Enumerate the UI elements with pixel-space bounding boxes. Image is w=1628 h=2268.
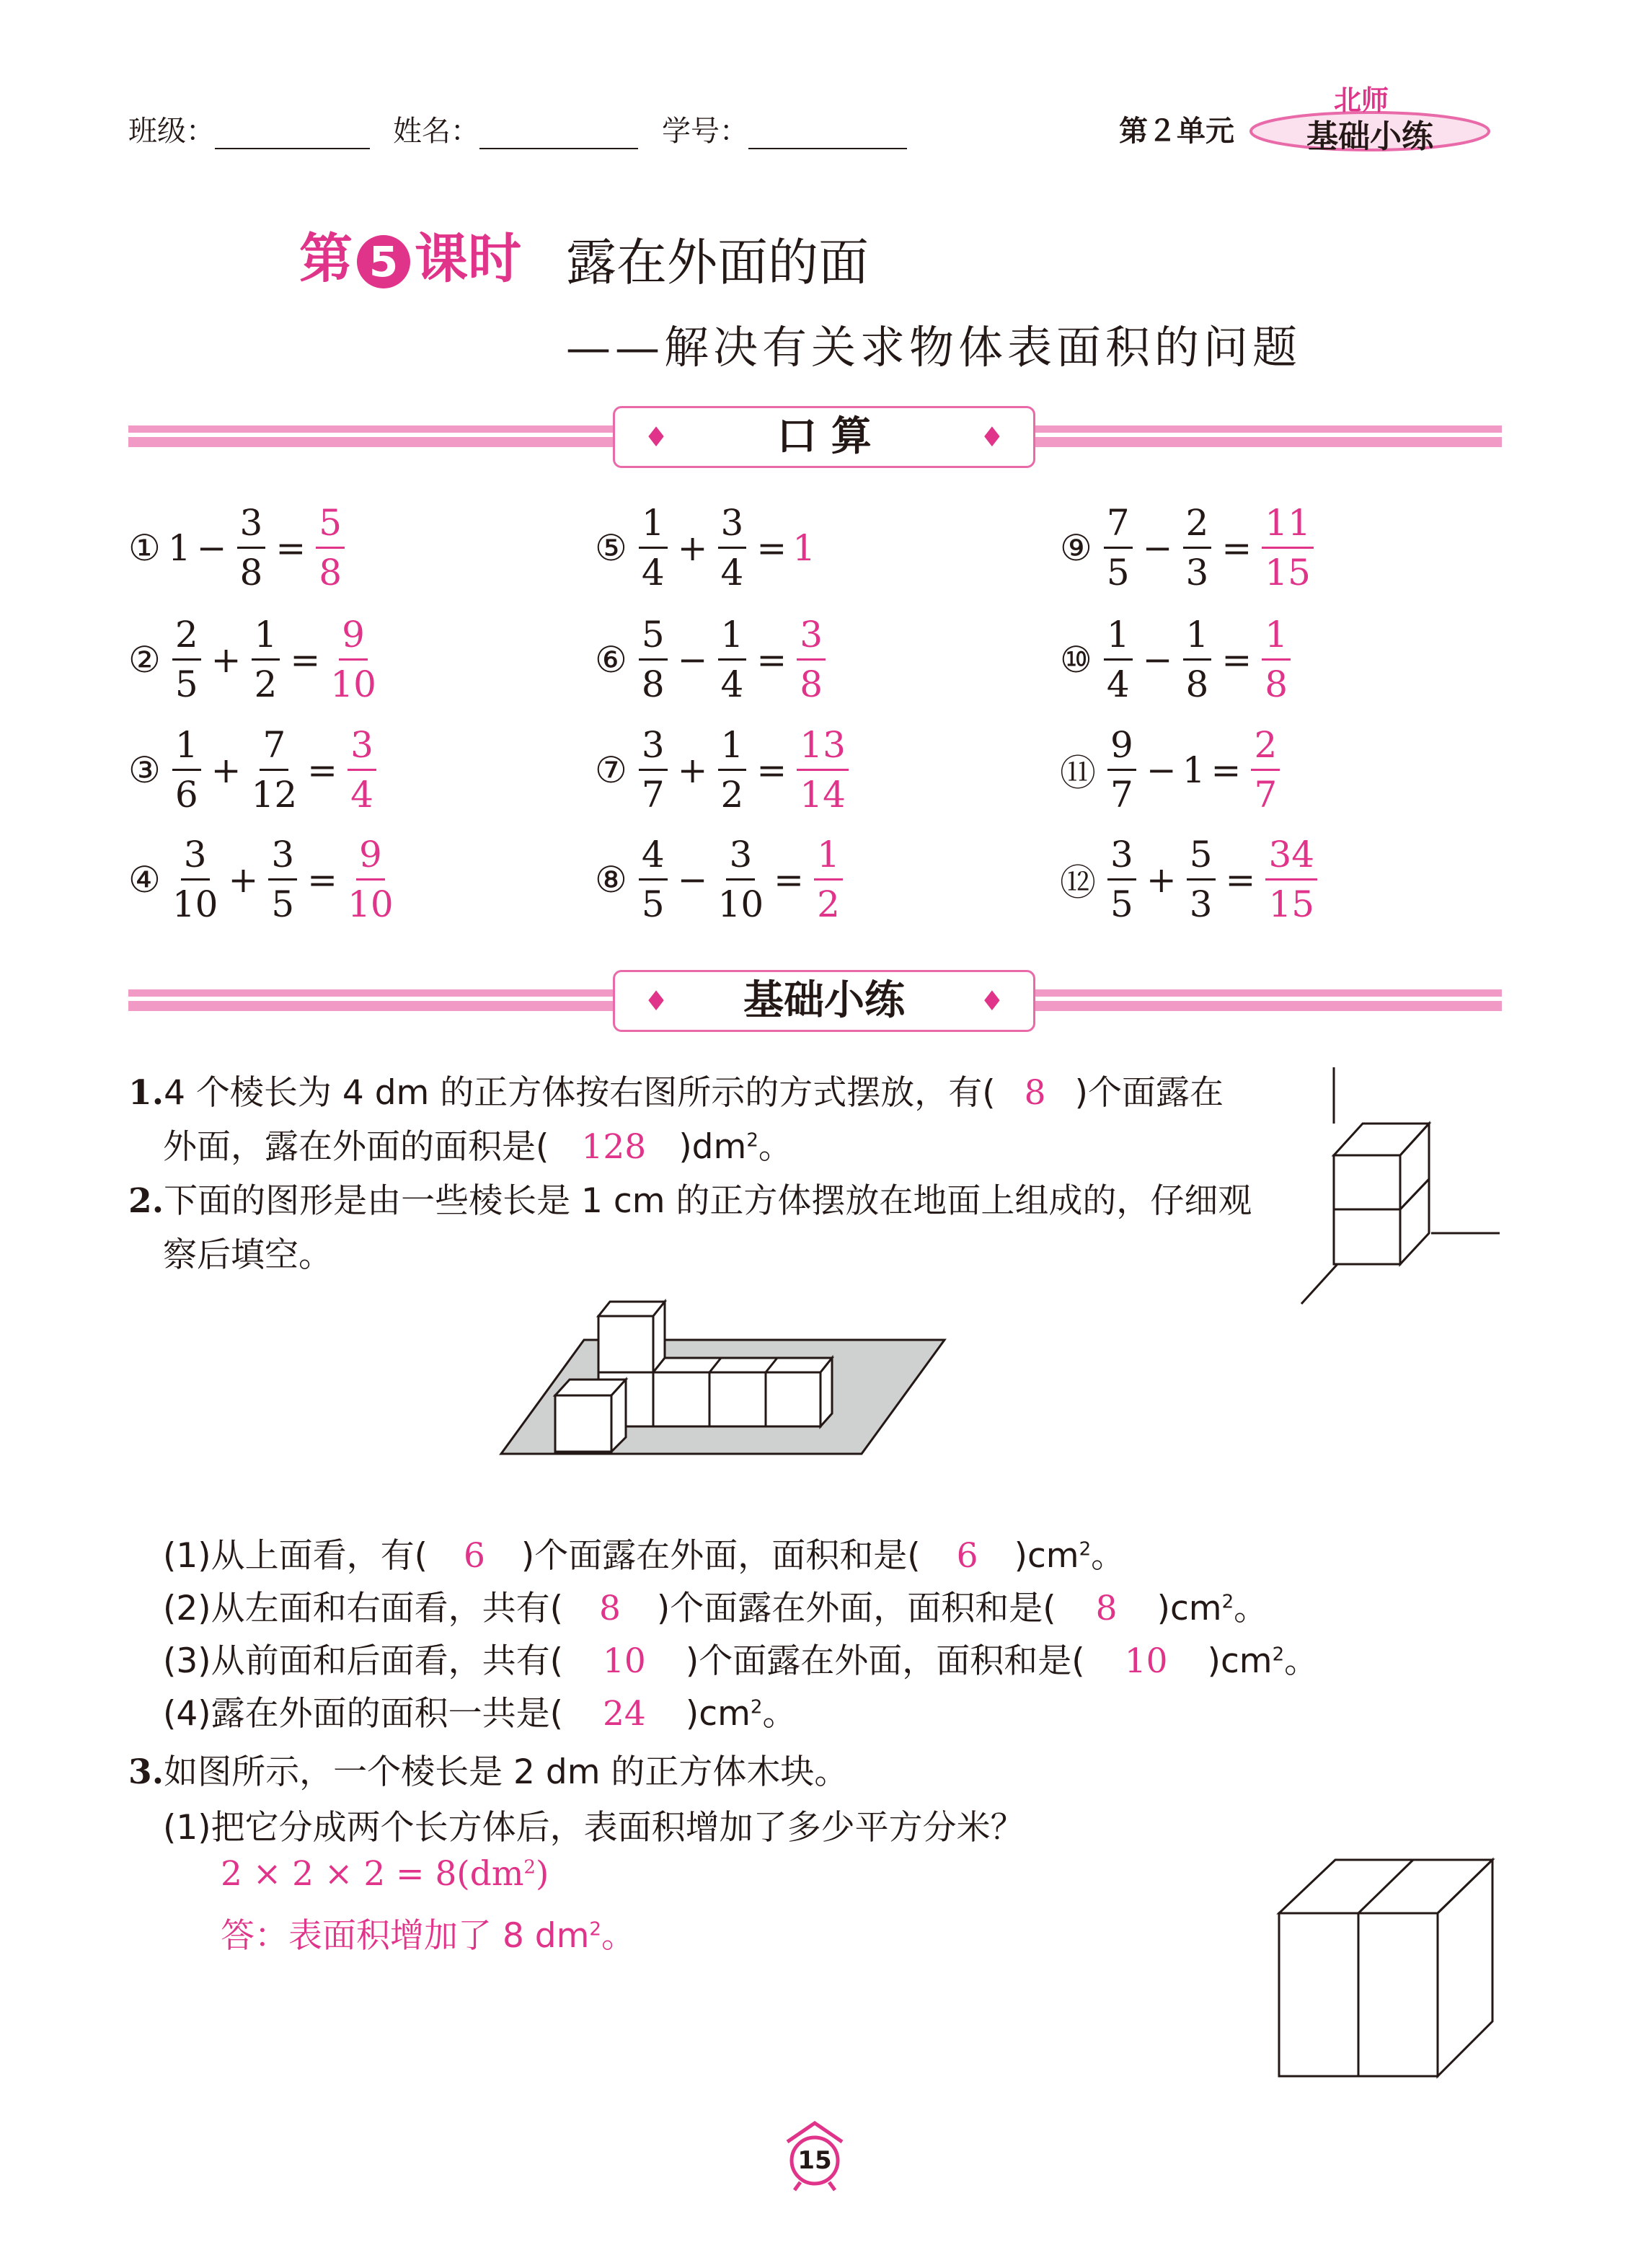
item-index: ⑥ [595, 638, 627, 681]
denominator: 14 [800, 774, 846, 816]
item-index: ⑩ [1060, 638, 1092, 681]
numerator: 3 [237, 505, 266, 549]
page-number: 15 [797, 2146, 832, 2175]
fraction [1187, 834, 1216, 925]
answer-value[interactable]: 1 [792, 526, 816, 569]
fraction [639, 614, 668, 705]
numerator: 1 [718, 727, 747, 771]
fraction [639, 502, 668, 594]
question-number: 2. [128, 1181, 164, 1221]
question-text: (1)从上面看，有( [163, 1536, 428, 1576]
answer-blank[interactable]: 8 [598, 1589, 621, 1628]
answer-blank[interactable]: 128 [581, 1127, 647, 1167]
question-text: 4 个棱长为 4 dm 的正方体按右图所示的方式摆放，有( [164, 1073, 996, 1113]
mental-math-item [1060, 502, 1318, 594]
unit-exponent: 2 [1272, 1643, 1285, 1666]
denominator: 7 [1110, 774, 1133, 816]
numerator: 2 [172, 617, 201, 661]
cubes-on-floor-figure [497, 1284, 952, 1457]
equals-sign: = [1225, 858, 1256, 901]
fraction [639, 724, 668, 816]
fraction [1183, 614, 1212, 705]
numerator: 2 [1183, 505, 1212, 549]
mental-math-item [128, 614, 381, 705]
equals-sign: = [290, 638, 321, 681]
question-text: )cm [1014, 1536, 1079, 1576]
number: 1 [167, 526, 191, 569]
denominator: 5 [1110, 883, 1133, 925]
denominator: 2 [720, 774, 744, 816]
operator: + [228, 858, 259, 901]
answer-blank[interactable]: 10 [1124, 1641, 1168, 1681]
numerator: 1 [1262, 617, 1291, 661]
numerator: 1 [814, 837, 843, 881]
mental-math-item [128, 834, 398, 925]
numerator: 3 [718, 505, 747, 549]
denominator: 5 [174, 663, 198, 705]
operator: − [1146, 749, 1177, 791]
mental-math-item [595, 834, 847, 925]
answer-fraction[interactable] [814, 834, 843, 925]
numerator: 5 [1187, 837, 1216, 881]
split-cube-figure [1276, 1857, 1500, 2081]
unit-exponent: 2 [746, 1129, 758, 1152]
question-2-line-2: 察后填空。 [163, 1235, 332, 1275]
numerator: 34 [1265, 837, 1317, 881]
question-3-sub-1: (1)把它分成两个长方体后，表面积增加了多少平方分米？ [163, 1808, 1025, 1848]
unit-exponent: 2 [589, 1918, 601, 1941]
operator: + [1146, 858, 1177, 901]
item-index: ⑫ [1060, 861, 1096, 904]
operator: − [677, 858, 708, 901]
question-2-line-1 [128, 1174, 1252, 1222]
unit-exponent: 2 [750, 1696, 763, 1718]
numerator: 1 [172, 727, 201, 771]
answer-blank[interactable]: 8 [1095, 1589, 1118, 1628]
question-text: )个面露在外面，面积和是( [521, 1536, 921, 1576]
question-text: 。 [762, 1694, 797, 1734]
diamond-icon: ♦ [979, 985, 1004, 1017]
denominator: 4 [720, 552, 744, 594]
answer-fraction[interactable] [330, 614, 376, 705]
cube-stack-figure [1291, 1067, 1507, 1312]
answer-blank[interactable]: 8 [1024, 1073, 1046, 1113]
answer-blank[interactable]: 6 [463, 1536, 485, 1576]
numerator: 13 [797, 727, 849, 771]
mental-math-item [1060, 614, 1295, 705]
mental-math-item [595, 614, 830, 705]
item-index: ④ [128, 858, 161, 901]
unit-label: 第２单元 [1119, 115, 1234, 148]
denominator: 2 [817, 883, 840, 925]
operator: + [677, 749, 708, 791]
fraction [1104, 502, 1133, 594]
numerator: 9 [1107, 727, 1136, 771]
item-index: ⑪ [1060, 751, 1096, 794]
diamond-icon: ♦ [644, 985, 669, 1017]
question-1-line-2 [163, 1120, 792, 1168]
question-text: )cm [1156, 1589, 1222, 1628]
numerator: 9 [339, 617, 368, 661]
calc-text: ) [535, 1854, 549, 1894]
name-field [393, 108, 638, 149]
numerator: 1 [252, 617, 280, 661]
answer-fraction[interactable] [1262, 614, 1291, 705]
fraction [252, 614, 280, 705]
denominator: 8 [1265, 663, 1288, 705]
denominator: 5 [1106, 552, 1130, 594]
answer-blank[interactable]: 10 [603, 1641, 646, 1681]
denominator: 8 [641, 663, 665, 705]
question-2-sub-4 [163, 1687, 796, 1735]
denominator: 5 [271, 883, 295, 925]
question-3-line-1 [128, 1745, 848, 1793]
numerator: 11 [1262, 505, 1314, 549]
answer-fraction[interactable] [348, 834, 394, 925]
denominator: 8 [319, 552, 342, 594]
mental-math-item [1060, 834, 1322, 925]
name-label: 姓名： [393, 115, 479, 148]
question-number: 1. [128, 1073, 164, 1113]
fraction [172, 724, 201, 816]
question-text: )dm [678, 1127, 747, 1167]
lesson-suffix: 课时 [415, 228, 521, 290]
question-3-answer[interactable] [221, 1909, 635, 1957]
denominator: 4 [1106, 663, 1130, 705]
operator: − [196, 526, 227, 569]
lesson-number: 5 [357, 235, 410, 288]
fraction [172, 834, 218, 925]
question-text: 外面，露在外面的面积是( [163, 1127, 549, 1167]
diamond-icon: ♦ [644, 421, 669, 453]
question-text: 。 [1234, 1589, 1268, 1628]
denominator: 6 [174, 774, 198, 816]
question-text: 。 [1284, 1641, 1319, 1681]
fraction [718, 614, 747, 705]
mental-math-item [128, 724, 381, 816]
equals-sign: = [1221, 638, 1252, 681]
section-title: 口 算 [777, 413, 872, 460]
class-label: 班级： [128, 115, 215, 148]
question-text: (2)从左面和右面看，共有( [163, 1589, 563, 1628]
fraction [718, 502, 747, 594]
item-index: ② [128, 638, 161, 681]
question-text: (3)从前面和后面看，共有( [163, 1641, 563, 1681]
fraction [268, 834, 297, 925]
denominator: 10 [172, 883, 218, 925]
answer-fraction[interactable] [348, 724, 376, 816]
numerator: 3 [1107, 837, 1136, 881]
numerator: 3 [726, 837, 755, 881]
answer-fraction[interactable] [1262, 502, 1314, 594]
numerator: 3 [268, 837, 297, 881]
item-index: ① [128, 526, 161, 569]
section-header-mental-math [613, 406, 1035, 468]
denominator: 4 [350, 774, 373, 816]
numerator: 7 [1104, 505, 1133, 549]
answer-fraction[interactable] [797, 614, 826, 705]
equals-sign: = [756, 749, 787, 791]
numerator: 5 [639, 617, 668, 661]
item-index: ⑧ [595, 858, 627, 901]
equals-sign: = [1211, 749, 1242, 791]
question-3-calculation[interactable] [221, 1854, 549, 1894]
fraction [172, 614, 201, 705]
question-2-sub-3 [163, 1634, 1318, 1682]
fraction [1104, 614, 1133, 705]
answer-fraction[interactable] [1265, 834, 1317, 925]
question-text: 。 [758, 1127, 792, 1167]
equals-sign: = [275, 526, 306, 569]
denominator: 5 [641, 883, 665, 925]
numerator: 1 [1183, 617, 1212, 661]
answer-text: 答：表面积增加了 8 dm [221, 1916, 590, 1956]
question-text: )cm [1207, 1641, 1273, 1681]
page-subtitle: ——解决有关求物体表面积的问题 [566, 321, 1302, 374]
question-text: )个面露在外面，面积和是( [656, 1589, 1056, 1628]
denominator: 10 [330, 663, 376, 705]
class-field [128, 108, 370, 149]
mental-math-item [1060, 724, 1284, 816]
equals-sign: = [307, 858, 338, 901]
fraction [237, 502, 266, 594]
numerator: 7 [260, 727, 288, 771]
calc-text: 2 × 2 × 2 = 8(dm [221, 1854, 524, 1894]
class-blank[interactable] [215, 116, 370, 149]
denominator: 4 [720, 663, 744, 705]
lesson-badge [299, 216, 521, 293]
answer-blank[interactable]: 24 [603, 1694, 646, 1734]
numerator: 3 [348, 727, 376, 771]
numerator: 1 [718, 617, 747, 661]
fraction [251, 724, 298, 816]
item-index: ⑦ [595, 749, 627, 791]
fraction [717, 834, 764, 925]
equals-sign: = [1221, 526, 1252, 569]
fraction [1107, 834, 1136, 925]
denominator: 10 [717, 883, 764, 925]
operator: + [211, 749, 242, 791]
operator: − [677, 638, 708, 681]
brand-name: 基础小练 [1306, 118, 1433, 155]
item-index: ③ [128, 749, 161, 791]
denominator: 8 [1185, 663, 1209, 705]
question-text: (4)露在外面的面积一共是( [163, 1694, 563, 1734]
number: 1 [1182, 749, 1205, 791]
mental-math-item [595, 724, 853, 816]
numerator: 5 [316, 505, 345, 549]
answer-blank[interactable]: 6 [956, 1536, 978, 1576]
brand-top: 北师 [1334, 84, 1389, 116]
denominator: 3 [1189, 883, 1213, 925]
denominator: 7 [1254, 774, 1278, 816]
unit-exponent: 2 [523, 1856, 536, 1879]
unit-exponent: 2 [1079, 1538, 1092, 1561]
denominator: 10 [348, 883, 394, 925]
fraction [1183, 502, 1212, 594]
unit-exponent: 2 [1221, 1591, 1234, 1613]
question-number: 3. [128, 1752, 164, 1792]
numerator: 1 [1104, 617, 1133, 661]
equals-sign: = [774, 858, 805, 901]
student-id-blank[interactable] [748, 116, 907, 149]
question-2-sub-2 [163, 1581, 1268, 1630]
answer-fraction[interactable] [1251, 724, 1280, 816]
denominator: 15 [1268, 883, 1315, 925]
operator: + [211, 638, 242, 681]
answer-fraction[interactable] [797, 724, 849, 816]
denominator: 8 [800, 663, 823, 705]
question-text: )cm [685, 1694, 751, 1734]
student-id-field [662, 108, 907, 149]
numerator: 4 [639, 837, 668, 881]
numerator: 3 [639, 727, 668, 771]
item-index: ⑤ [595, 526, 627, 569]
equals-sign: = [756, 638, 787, 681]
denominator: 7 [641, 774, 665, 816]
fraction [1107, 724, 1136, 816]
denominator: 12 [251, 774, 298, 816]
equals-sign: = [756, 526, 787, 569]
answer-fraction[interactable] [316, 502, 345, 594]
question-text: 如图所示，一个棱长是 2 dm 的正方体木块。 [164, 1752, 849, 1792]
diamond-icon: ♦ [979, 421, 1004, 453]
question-text: )个面露在 [1074, 1073, 1224, 1113]
denominator: 3 [1185, 552, 1209, 594]
numerator: 2 [1251, 727, 1280, 771]
question-2-sub-1 [163, 1529, 1125, 1577]
mental-math-item [595, 502, 816, 594]
question-text: )个面露在外面，面积和是( [685, 1641, 1085, 1681]
section-title: 基础小练 [743, 977, 905, 1024]
operator: − [1142, 638, 1173, 681]
denominator: 4 [641, 552, 665, 594]
student-id-label: 学号： [662, 115, 748, 148]
denominator: 8 [239, 552, 263, 594]
lesson-prefix: 第 [299, 228, 353, 290]
fraction [718, 724, 747, 816]
question-text: 。 [1091, 1536, 1125, 1576]
numerator: 1 [639, 505, 668, 549]
page-number-badge [779, 2120, 851, 2192]
name-blank[interactable] [479, 116, 638, 149]
denominator: 15 [1265, 552, 1311, 594]
section-header-basic-practice [613, 970, 1035, 1032]
denominator: 2 [254, 663, 278, 705]
operator: + [677, 526, 708, 569]
page-title: 露在外面的面 [566, 233, 869, 292]
numerator: 3 [797, 617, 826, 661]
item-index: ⑨ [1060, 526, 1092, 569]
numerator: 3 [181, 837, 210, 881]
question-1-line-1 [128, 1066, 1224, 1114]
answer-text: 。 [601, 1916, 635, 1956]
numerator: 9 [356, 837, 385, 881]
question-text: 下面的图形是由一些棱长是 1 cm 的正方体摆放在地面上组成的，仔细观 [164, 1181, 1252, 1221]
operator: − [1142, 526, 1173, 569]
equals-sign: = [307, 749, 338, 791]
mental-math-item [128, 502, 349, 594]
fraction [639, 834, 668, 925]
